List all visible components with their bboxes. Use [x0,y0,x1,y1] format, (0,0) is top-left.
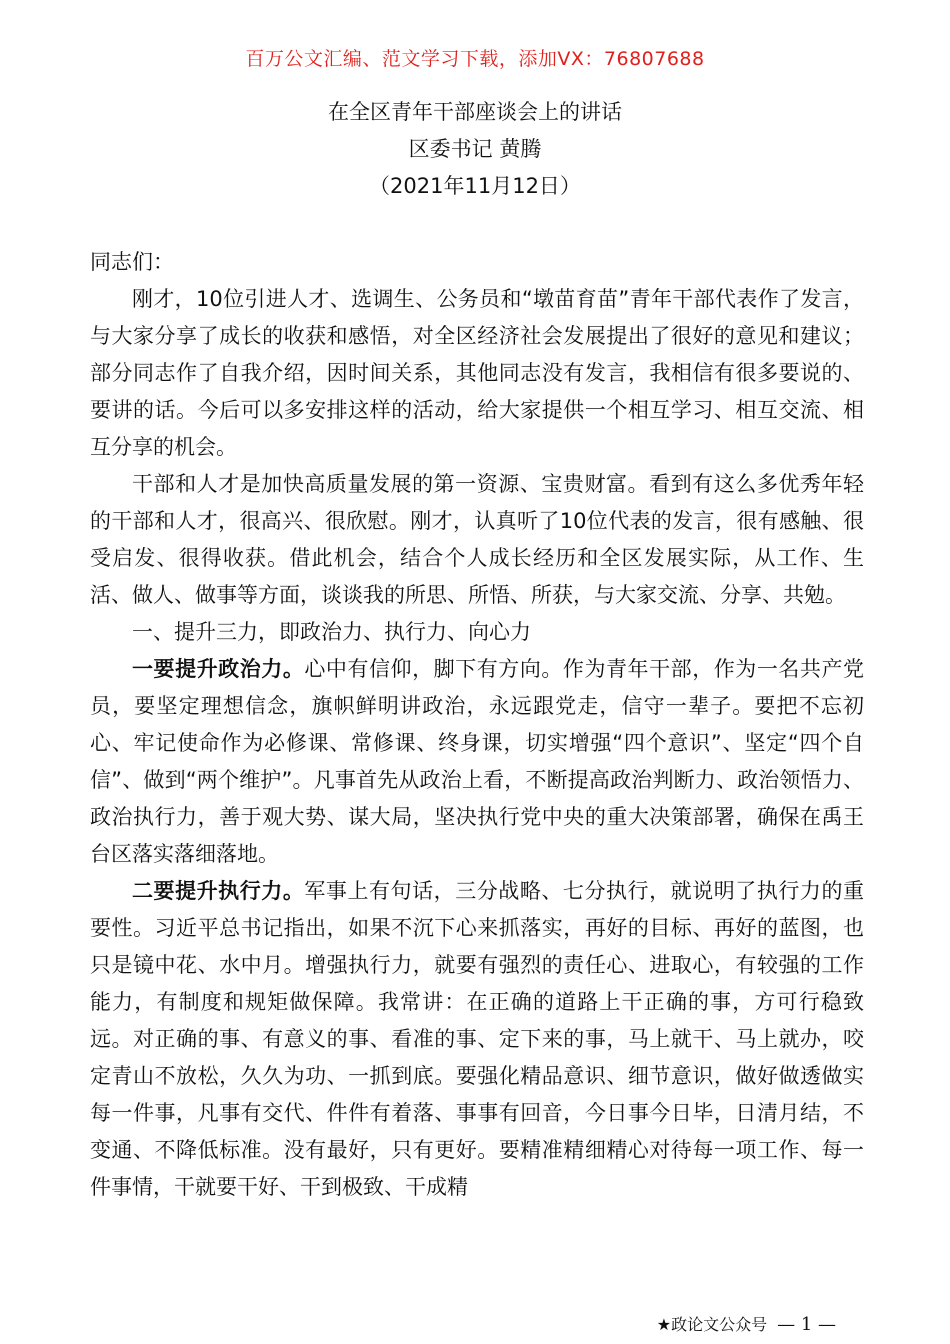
paragraph-2: 干部和人才是加快高质量发展的第一资源、宝贵财富。看到有这么多优秀年轻的干部和人才，很高兴、很欣慰。刚才，认真听了10位代表的发言，很有感触、很受启发、很得收获。借此机会，结合个人成长经历和全区发展实际，从工作、生活、做人、做事等方面，谈谈我的所思、所悟、所获，与大家交流、分享、共勉。 [90,472,864,607]
document-title: 在全区青年干部座谈会上的讲话 [328,100,622,124]
document-date: （2021年11月12日） [369,174,581,198]
footer-source: ★政论文公众号 [656,1315,768,1334]
paragraph-4-lead: 二要提升执行力。 [132,879,305,903]
page-number: — 1 — [777,1314,836,1335]
page-footer [657,1312,836,1335]
paragraph-4-text: 军事上有句话，三分战略、七分执行，就说明了执行力的重要性。习近平总书记指出，如果不沉下心来抓落实，再好的目标、再好的蓝图，也只是镜中花、水中月。增强执行力，就要有强烈的责任心、进取心，有较强的工作能力，有制度和规矩做保障。我常讲：在正确的道路上干正确的事，方可行稳致远。对正确的事、有意义的事、看准的事、定下来的事，马上就干、马上就办，咬定青山不放松，久久为功、一抓到底。要强化精品意识、细节意识，做好做透做实每一件事，凡事有交代、件件有着落、事事有回音，今日事今日毕，日清月结，不变通、不降低标准。没有最好，只有更好。要精准精细精心对待每一项工作、每一件事情，干就要干好、干到极致、干成精 [90,879,865,1199]
paragraph-4 [90,873,864,1206]
document-header [0,94,950,205]
document-body [90,244,864,1206]
section-heading-1: 一、提升三力，即政治力、执行力、向心力 [132,620,531,644]
download-banner: 百万公文汇编、范文学习下载，添加VX：76807688 [245,48,705,70]
paragraph-1: 刚才，10位引进人才、选调生、公务员和“墩苗育苗”青年干部代表作了发言，与大家分享了成长的收获和感悟，对全区经济社会发展提出了很好的意见和建议；部分同志作了自我介绍，因时间关系，其他同志没有发言，我相信有很多要说的、要讲的话。今后可以多安排这样的活动，给大家提供一个相互学习、相互交流、相互分享的机会。 [90,287,864,459]
salutation: 同志们： [90,250,174,274]
paragraph-3-text: 心中有信仰，脚下有方向。作为青年干部，作为一名共产党员，要坚定理想信念，旗帜鲜明讲政治，永远跟党走，信守一辈子。要把不忘初心、牢记使命作为必修课、常修课、终身课，切实增强“四个意识”、坚定“四个自信”、做到“两个维护”。凡事首先从政治上看，不断提高政治判断力、政治领悟力、政治执行力，善于观大势、谋大局，坚决执行党中央的重大决策部署，确保在禹王台区落实落细落地。 [90,657,865,866]
document-author: 区委书记 黄腾 [408,137,542,161]
paragraph-3 [90,651,864,873]
paragraph-3-lead: 一要提升政治力。 [132,657,305,681]
